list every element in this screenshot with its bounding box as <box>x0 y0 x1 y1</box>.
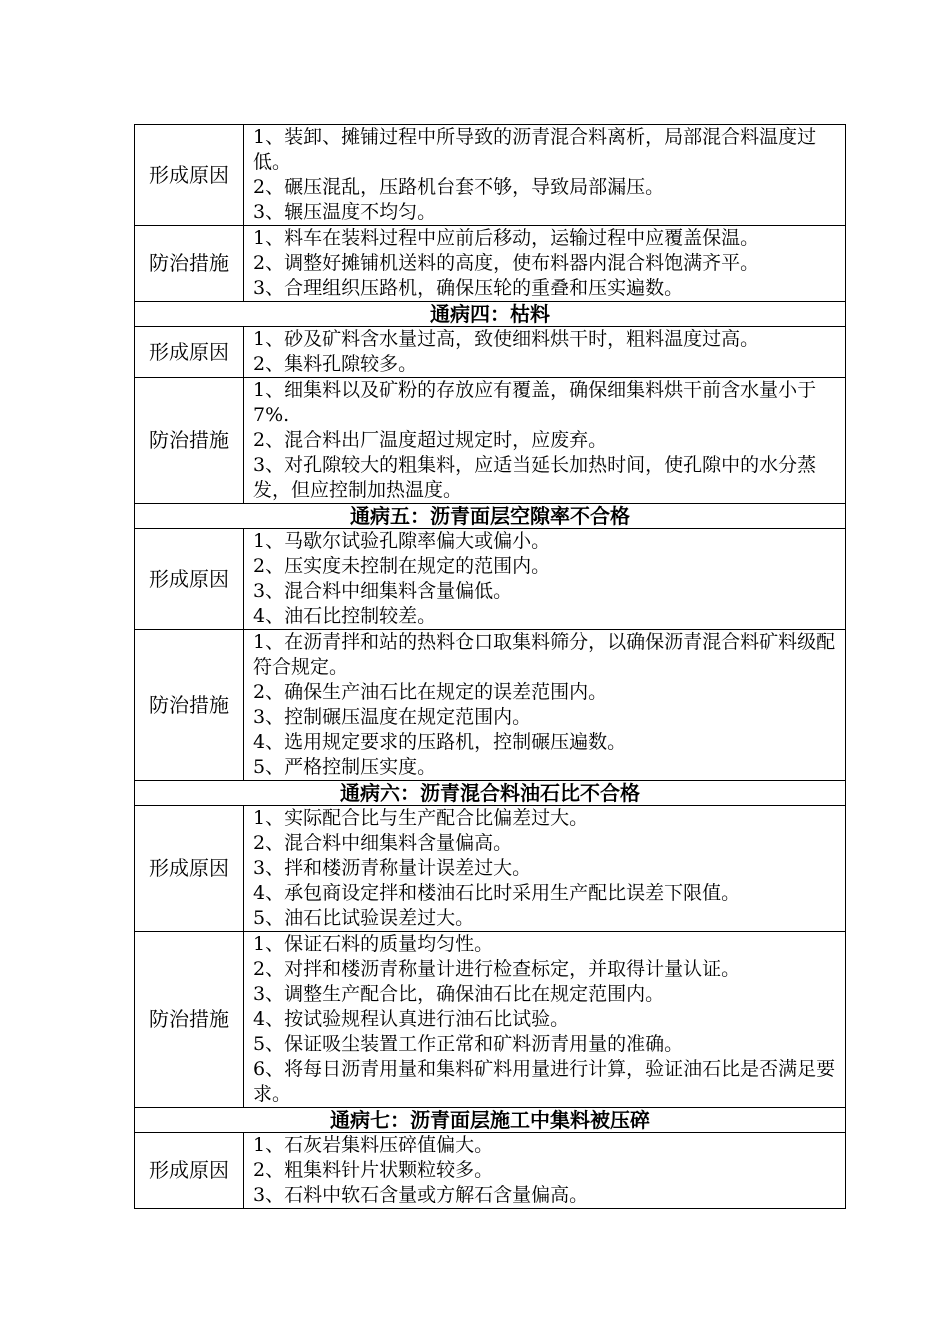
row-content <box>244 932 846 1108</box>
content-line: 2、调整好摊铺机送料的高度，使布料器内混合料饱满齐平。 <box>253 252 760 274</box>
row-content <box>244 806 846 932</box>
section-heading: 通病四：枯料 <box>135 302 846 327</box>
row-label: 形成原因 <box>135 327 244 378</box>
defect-table-body <box>135 125 846 1209</box>
section-heading: 通病五：沥青面层空隙率不合格 <box>135 504 846 529</box>
content-line: 1、砂及矿料含水量过高，致使细料烘干时，粗料温度过高。 <box>253 328 760 350</box>
content-line: 2、粗集料针片状颗粒较多。 <box>253 1159 494 1181</box>
row-label: 防治措施 <box>135 932 244 1108</box>
content-line: 1、石灰岩集料压碎值偏大。 <box>253 1134 494 1156</box>
row-content <box>244 1133 846 1209</box>
content-line: 3、混合料中细集料含量偏低。 <box>253 580 513 602</box>
content-line: 4、油石比控制较差。 <box>253 605 437 627</box>
content-line: 1、装卸、摊铺过程中所导致的沥青混合料离析，局部混合料温度过低。 <box>253 126 817 173</box>
content-line: 5、严格控制压实度。 <box>253 756 437 778</box>
row-label: 形成原因 <box>135 806 244 932</box>
content-line: 2、碾压混乱，压路机台套不够，导致局部漏压。 <box>253 176 665 198</box>
content-line: 3、调整生产配合比，确保油石比在规定范围内。 <box>253 983 665 1005</box>
row-content <box>244 529 846 630</box>
content-line: 2、集料孔隙较多。 <box>253 353 418 375</box>
content-line: 4、选用规定要求的压路机，控制碾压遍数。 <box>253 731 627 753</box>
content-line: 3、拌和楼沥青称量计误差过大。 <box>253 857 532 879</box>
row-content <box>244 327 846 378</box>
content-line: 2、确保生产油石比在规定的误差范围内。 <box>253 681 608 703</box>
table-row <box>135 327 846 378</box>
content-line: 1、细集料以及矿粉的存放应有覆盖，确保细集料烘干前含水量小于 7%. <box>253 379 817 426</box>
row-content <box>244 630 846 781</box>
section-heading-row <box>135 302 846 327</box>
content-line: 2、对拌和楼沥青称量计进行检查标定，并取得计量认证。 <box>253 958 741 980</box>
section-heading-row <box>135 781 846 806</box>
content-line: 1、保证石料的质量均匀性。 <box>253 933 494 955</box>
content-line: 5、保证吸尘装置工作正常和矿料沥青用量的准确。 <box>253 1033 684 1055</box>
content-line: 3、辗压温度不均匀。 <box>253 201 437 223</box>
content-line: 5、油石比试验误差过大。 <box>253 907 475 929</box>
section-heading-row <box>135 1108 846 1133</box>
table-row <box>135 806 846 932</box>
section-heading: 通病七：沥青面层施工中集料被压碎 <box>135 1108 846 1133</box>
defect-table <box>134 124 846 1209</box>
row-content <box>244 378 846 504</box>
content-line: 1、料车在装料过程中应前后移动，运输过程中应覆盖保温。 <box>253 227 760 249</box>
content-line: 2、混合料出厂温度超过规定时，应废弃。 <box>253 429 608 451</box>
table-row <box>135 932 846 1108</box>
content-line: 1、在沥青拌和站的热料仓口取集料筛分，以确保沥青混合料矿料级配符合规定。 <box>253 631 836 678</box>
row-label: 防治措施 <box>135 378 244 504</box>
table-row <box>135 529 846 630</box>
section-heading: 通病六：沥青混合料油石比不合格 <box>135 781 846 806</box>
section-heading-row <box>135 504 846 529</box>
table-row <box>135 630 846 781</box>
content-line: 2、混合料中细集料含量偏高。 <box>253 832 513 854</box>
content-line: 4、按试验规程认真进行油石比试验。 <box>253 1008 570 1030</box>
row-content <box>244 226 846 302</box>
content-line: 3、控制碾压温度在规定范围内。 <box>253 706 532 728</box>
content-line: 3、石料中软石含量或方解石含量偏高。 <box>253 1184 589 1206</box>
row-label: 防治措施 <box>135 226 244 302</box>
row-label: 防治措施 <box>135 630 244 781</box>
content-line: 1、马歇尔试验孔隙率偏大或偏小。 <box>253 530 551 552</box>
content-line: 3、对孔隙较大的粗集料，应适当延长加热时间，使孔隙中的水分蒸发，但应控制加热温度。 <box>253 454 817 501</box>
row-label: 形成原因 <box>135 1133 244 1209</box>
content-line: 6、将每日沥青用量和集料矿料用量进行计算，验证油石比是否满足要求。 <box>253 1058 836 1105</box>
row-label: 形成原因 <box>135 125 244 226</box>
row-content <box>244 125 846 226</box>
content-line: 3、合理组织压路机，确保压轮的重叠和压实遍数。 <box>253 277 684 299</box>
table-row <box>135 378 846 504</box>
table-row <box>135 1133 846 1209</box>
content-line: 1、实际配合比与生产配合比偏差过大。 <box>253 807 589 829</box>
table-row <box>135 125 846 226</box>
row-label: 形成原因 <box>135 529 244 630</box>
table-row <box>135 226 846 302</box>
content-line: 4、承包商设定拌和楼油石比时采用生产配比误差下限值。 <box>253 882 741 904</box>
content-line: 2、压实度未控制在规定的范围内。 <box>253 555 551 577</box>
